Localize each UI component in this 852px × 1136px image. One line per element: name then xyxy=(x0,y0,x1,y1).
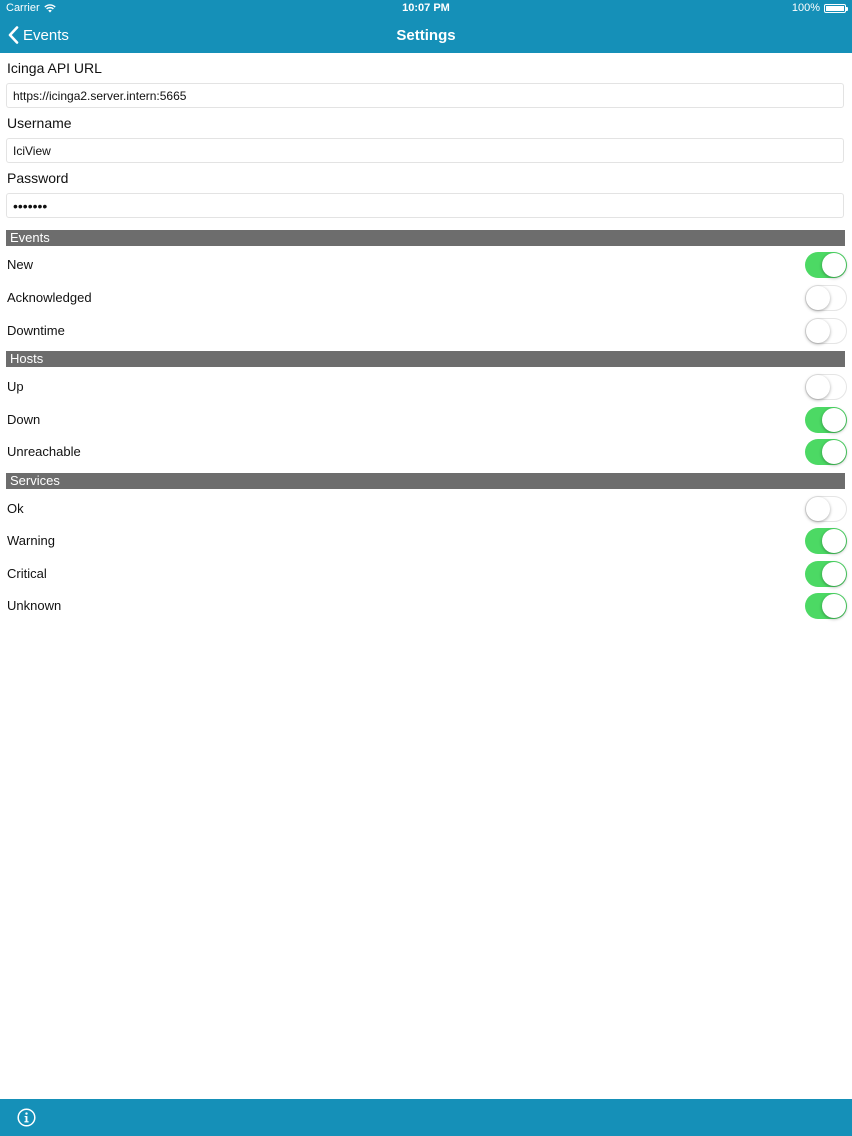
switch-knob xyxy=(806,319,830,343)
up-switch[interactable] xyxy=(805,374,847,400)
downtime-switch[interactable] xyxy=(805,318,847,344)
bottom-toolbar xyxy=(0,1099,852,1136)
switch-knob xyxy=(822,253,846,277)
unreachable-switch[interactable] xyxy=(805,439,847,465)
toggle-label: New xyxy=(7,257,34,272)
toggle-label: Acknowledged xyxy=(7,290,92,305)
switch-knob xyxy=(806,497,830,521)
switch-knob xyxy=(822,562,846,586)
toggle-label: Down xyxy=(7,412,41,427)
status-bar xyxy=(0,0,852,18)
toggle-row-up xyxy=(0,371,852,403)
battery-icon xyxy=(824,4,846,13)
toggle-label: Critical xyxy=(7,566,47,581)
username-label: Username xyxy=(7,115,72,131)
info-icon[interactable] xyxy=(17,1108,36,1127)
section-header-hosts: Hosts xyxy=(6,351,845,367)
warning-switch[interactable] xyxy=(805,528,847,554)
page-title: Settings xyxy=(396,27,456,44)
battery-percent: 100% xyxy=(791,2,820,14)
password-label: Password xyxy=(7,170,69,186)
new-switch[interactable] xyxy=(805,252,847,278)
navigation-bar xyxy=(0,18,852,53)
switch-knob xyxy=(822,529,846,553)
back-button-label: Events xyxy=(23,26,69,44)
toggle-row-unknown xyxy=(0,590,852,622)
switch-knob xyxy=(822,440,846,464)
toggle-row-critical xyxy=(0,558,852,590)
toggle-label: Up xyxy=(7,379,24,394)
status-time: 10:07 PM xyxy=(402,2,450,14)
section-header-events: Events xyxy=(6,230,845,246)
switch-knob xyxy=(806,375,830,399)
toggle-row-down xyxy=(0,404,852,436)
switch-knob xyxy=(822,408,846,432)
password-input[interactable] xyxy=(6,193,844,218)
critical-switch[interactable] xyxy=(805,561,847,587)
switch-knob xyxy=(806,286,830,310)
api-url-label: Icinga API URL xyxy=(7,60,102,76)
status-battery xyxy=(792,2,846,14)
toggle-label: Unknown xyxy=(7,598,62,613)
api-url-input[interactable] xyxy=(6,83,844,108)
section-header-services: Services xyxy=(6,473,845,489)
unknown-switch[interactable] xyxy=(805,593,847,619)
switch-knob xyxy=(822,594,846,618)
ok-switch[interactable] xyxy=(805,496,847,522)
toggle-row-acknowledged xyxy=(0,282,852,314)
carrier-label: Carrier xyxy=(6,2,40,14)
toggle-row-warning xyxy=(0,525,852,557)
toggle-label: Downtime xyxy=(7,323,65,338)
toggle-row-ok xyxy=(0,493,852,525)
acknowledged-switch[interactable] xyxy=(805,285,847,311)
down-switch[interactable] xyxy=(805,407,847,433)
toggle-label: Ok xyxy=(7,501,24,516)
username-input[interactable] xyxy=(6,138,844,163)
toggle-label: Warning xyxy=(7,533,55,548)
toggle-label: Unreachable xyxy=(7,444,81,459)
toggle-row-new xyxy=(0,249,852,281)
toggle-row-downtime xyxy=(0,315,852,347)
toggle-row-unreachable xyxy=(0,436,852,468)
